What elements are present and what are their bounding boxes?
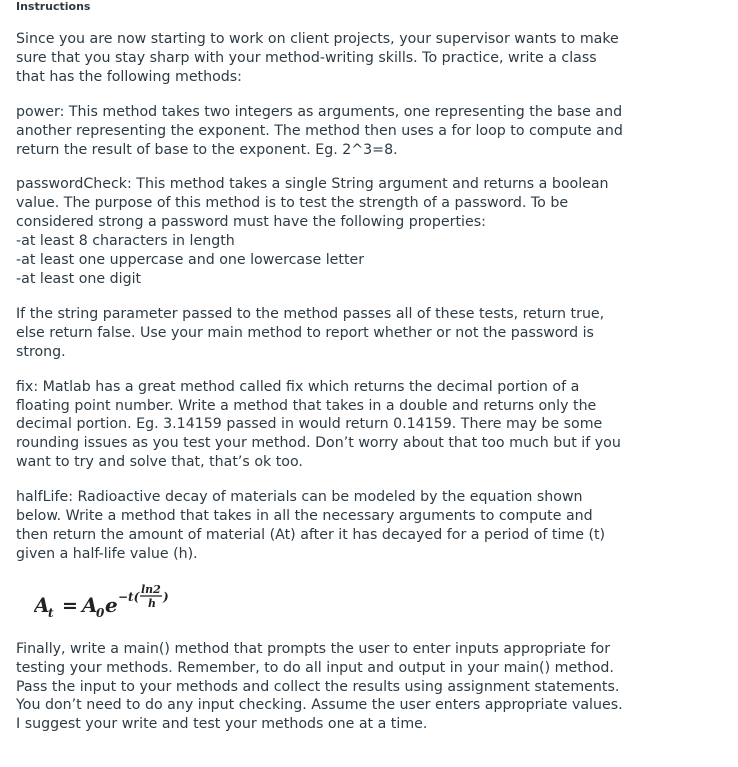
formula-exp-denominator: h — [148, 596, 156, 610]
instructions-heading: Instructions — [16, 0, 91, 13]
formula-lhs-sub: t — [48, 605, 54, 620]
power-paragraph: power: This method takes two integers as arguments, one representing the base and another representing the exponent. The method then uses a for loop to compute and return the result of base to the exponent. Eg. 2^3=8. — [16, 103, 623, 158]
password-rule: -at least 8 characters in length — [16, 233, 235, 250]
intro-paragraph: Since you are now starting to work on client projects, your supervisor wants to make sure that you stay sharp with your method-writing skills. To practice, write a class that has the following methods: — [16, 31, 619, 85]
formula-lhs: A — [34, 592, 50, 617]
password-rule: -at least one uppercase and one lowercase letter — [16, 252, 365, 269]
formula-exp-numerator: ln2 — [141, 582, 161, 596]
formula-rhs-sub: 0 — [96, 605, 105, 620]
password-check-intro: passwordCheck: This method takes a single String argument and returns a boolean value. The purpose of this method is to test the strength of a password. To be considered strong a password must have the following properties: — [16, 176, 609, 231]
final-paragraph: Finally, write a main() method that prompts the user to enter inputs appropriate for testing your methods. Remember, to do all input and output in your main() method. Pass the input to your methods and collect the results using assignment statements. You don’t need to do any input checking. Assume the user enters appropriate values. I suggest your write and test your methods one at a time. — [16, 640, 623, 733]
fix-paragraph: fix: Matlab has a great method called fix which returns the decimal portion of a floating point number. Write a method that takes in a double and returns only the decimal portion. Eg. 3.14159 passed in would return 0.14159. There may be some rounding issues as you test your method. Don’t worry about that too much but if you want to try and solve that, that’s ok too. — [16, 378, 621, 471]
formula-exp-suffix: ) — [163, 589, 169, 604]
password-result-paragraph: If the string parameter passed to the method passes all of these tests, return true, else return false. Use your main method to report whether or not the password is strong. — [16, 305, 605, 360]
halflife-paragraph: halfLife: Radioactive decay of materials can be modeled by the equation shown below. Write a method that takes in all the necessary arguments to compute and then return the amount of material (At) after it has decayed for a period of time (t) given a half-life value (h). — [16, 489, 606, 562]
formula-exp-prefix: −t( — [118, 589, 140, 604]
password-rule: -at least one digit — [16, 270, 142, 287]
password-check-section — [16, 175, 628, 288]
formula-rhs: A — [82, 592, 98, 617]
formula-equals: = — [62, 594, 78, 617]
formula-base: e — [105, 592, 118, 617]
halflife-formula — [16, 574, 628, 628]
instructions-body — [16, 30, 628, 750]
